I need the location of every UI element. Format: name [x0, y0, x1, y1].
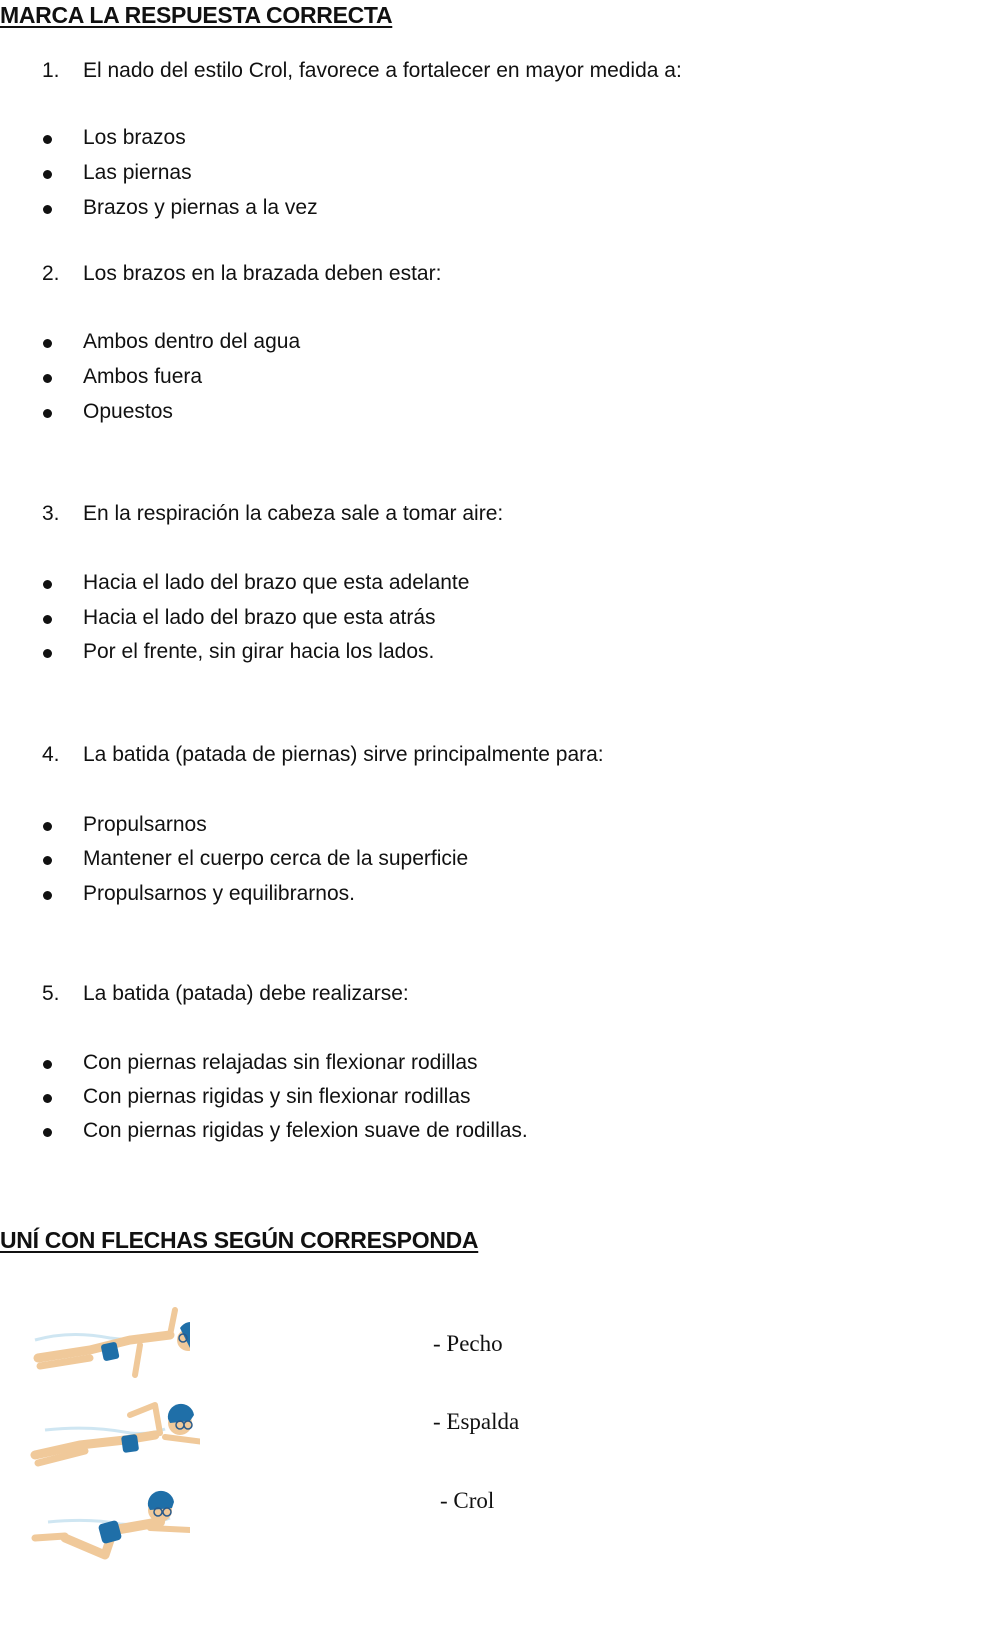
match-label-pecho[interactable]: - Pecho — [433, 1331, 503, 1356]
question-number: 4. — [42, 743, 60, 766]
match-label-espalda[interactable]: - Espalda — [433, 1409, 520, 1434]
question-number: 2. — [42, 262, 60, 285]
bullet-icon — [43, 856, 52, 865]
bullet-icon — [43, 615, 52, 624]
bullet-icon — [43, 1094, 52, 1103]
answer-option[interactable]: Propulsarnos y equilibrarnos. — [83, 882, 355, 905]
bullet-icon — [43, 1128, 52, 1137]
bullet-icon — [43, 1060, 52, 1069]
freestyle-swimmer-icon[interactable] — [30, 1385, 200, 1470]
answer-option[interactable]: Mantener el cuerpo cerca de la superficie — [83, 847, 469, 870]
answer-option[interactable]: Por el frente, sin girar hacia los lados. — [83, 640, 435, 663]
bullet-icon — [43, 409, 52, 418]
breaststroke-swimmer-icon[interactable] — [30, 1480, 190, 1560]
question-number: 5. — [42, 982, 60, 1005]
bullet-icon — [43, 135, 52, 144]
bullet-icon — [43, 822, 52, 831]
bullet-icon — [43, 891, 52, 900]
answer-option[interactable]: Con piernas rigidas y sin flexionar rodillas — [83, 1085, 471, 1108]
answer-option[interactable]: Con piernas rigidas y felexion suave de rodillas. — [83, 1119, 528, 1142]
answer-option[interactable]: Las piernas — [83, 161, 192, 184]
question-text: Los brazos en la brazada deben estar: — [83, 262, 442, 285]
answer-option[interactable]: Hacia el lado del brazo que esta atrás — [83, 606, 436, 629]
answer-option[interactable]: Ambos fuera — [83, 365, 203, 388]
backstroke-swimmer-icon[interactable] — [30, 1300, 190, 1385]
question-text: El nado del estilo Crol, favorece a fortalecer en mayor medida a: — [83, 59, 682, 82]
bullet-icon — [43, 170, 52, 179]
bullet-icon — [43, 649, 52, 658]
match-label-crol[interactable]: - Crol — [440, 1488, 495, 1513]
question-number: 1. — [42, 59, 60, 82]
answer-option[interactable]: Hacia el lado del brazo que esta adelante — [83, 571, 470, 594]
question-text: La batida (patada) debe realizarse: — [83, 982, 409, 1005]
answer-option[interactable]: Los brazos — [83, 126, 186, 149]
bullet-icon — [43, 580, 52, 589]
question-text: La batida (patada de piernas) sirve principalmente para: — [83, 743, 604, 766]
section-heading-uni: UNÍ CON FLECHAS SEGÚN CORRESPONDA — [0, 1227, 479, 1253]
question-number: 3. — [42, 502, 60, 525]
bullet-icon — [43, 339, 52, 348]
answer-option[interactable]: Ambos dentro del agua — [83, 330, 301, 353]
answer-option[interactable]: Con piernas relajadas sin flexionar rodillas — [83, 1051, 478, 1074]
answer-option[interactable]: Brazos y piernas a la vez — [83, 196, 318, 219]
answer-option[interactable]: Opuestos — [83, 400, 173, 423]
question-text: En la respiración la cabeza sale a tomar aire: — [83, 502, 504, 525]
answer-option[interactable]: Propulsarnos — [83, 813, 207, 836]
bullet-icon — [43, 374, 52, 383]
section-heading-marca: MARCA LA RESPUESTA CORRECTA — [0, 2, 393, 28]
bullet-icon — [43, 205, 52, 214]
